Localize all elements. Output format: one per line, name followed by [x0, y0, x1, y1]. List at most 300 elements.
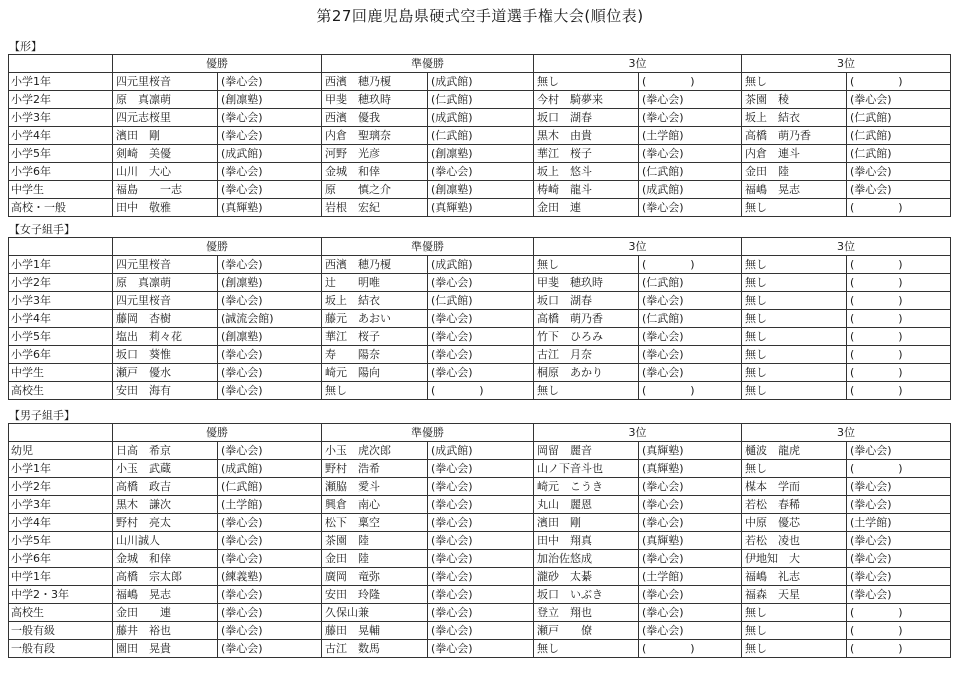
- dojo-affiliation: (拳心会): [218, 514, 322, 532]
- dojo-affiliation: (仁武館): [639, 310, 742, 328]
- category-cell: 中学生: [9, 364, 113, 382]
- table-row: [9, 532, 951, 550]
- competitor-name: 内倉 聖璃奈: [322, 127, 428, 145]
- dojo-affiliation: (創凛塾): [218, 328, 322, 346]
- competitor-name: 無し: [534, 256, 639, 274]
- rank-header: 優勝: [113, 238, 322, 256]
- dojo-affiliation: ( ): [847, 199, 951, 217]
- table-row: [9, 328, 951, 346]
- competitor-name: 山ノ下音斗也: [534, 460, 639, 478]
- rank-header: 準優勝: [322, 238, 534, 256]
- competitor-name: 無し: [742, 460, 847, 478]
- table-row: [9, 346, 951, 364]
- dojo-affiliation: (真輝塾): [639, 442, 742, 460]
- competitor-name: 若松 春稀: [742, 496, 847, 514]
- dojo-affiliation: (創凛塾): [428, 181, 534, 199]
- rank-header: 準優勝: [322, 55, 534, 73]
- competitor-name: 無し: [742, 73, 847, 91]
- dojo-affiliation: (土学館): [639, 568, 742, 586]
- category-cell: 小学6年: [9, 550, 113, 568]
- competitor-name: 無し: [742, 256, 847, 274]
- dojo-affiliation: (拳心会): [218, 73, 322, 91]
- rank-header: 優勝: [113, 424, 322, 442]
- competitor-name: 小玉 武蔵: [113, 460, 218, 478]
- competitor-name: 日高 希京: [113, 442, 218, 460]
- header-blank-cell: [9, 424, 113, 442]
- competitor-name: 園田 晃貴: [113, 640, 218, 658]
- competitor-name: 伊地知 大: [742, 550, 847, 568]
- dojo-affiliation: (拳心会): [218, 163, 322, 181]
- dojo-affiliation: (仁武館): [218, 478, 322, 496]
- competitor-name: 四元里桜音: [113, 292, 218, 310]
- competitor-name: 無し: [742, 292, 847, 310]
- category-cell: 小学6年: [9, 346, 113, 364]
- dojo-affiliation: ( ): [847, 346, 951, 364]
- dojo-affiliation: (真輝塾): [639, 532, 742, 550]
- table-row: [9, 73, 951, 91]
- competitor-name: 山川 大心: [113, 163, 218, 181]
- competitor-name: 崎元 こうき: [534, 478, 639, 496]
- dojo-affiliation: (仁武館): [639, 274, 742, 292]
- competitor-name: 黒木 謙次: [113, 496, 218, 514]
- competitor-name: 無し: [742, 382, 847, 400]
- table-row: [9, 496, 951, 514]
- table-row: [9, 442, 951, 460]
- dojo-affiliation: (拳心会): [218, 364, 322, 382]
- dojo-affiliation: (練義塾): [218, 568, 322, 586]
- section-label: 【男子組手】: [9, 409, 75, 422]
- page-title: 第27回鹿児島県硬式空手道選手権大会(順位表): [316, 7, 644, 25]
- table-row: [9, 199, 951, 217]
- category-cell: 一般有級: [9, 622, 113, 640]
- dojo-affiliation: (成武館): [639, 181, 742, 199]
- dojo-affiliation: (仁武館): [847, 109, 951, 127]
- dojo-affiliation: (拳心会): [218, 586, 322, 604]
- dojo-affiliation: (拳心会): [218, 442, 322, 460]
- table-row: [9, 274, 951, 292]
- competitor-name: 安田 玲隆: [322, 586, 428, 604]
- competitor-name: 寿 陽奈: [322, 346, 428, 364]
- dojo-affiliation: (拳心会): [639, 328, 742, 346]
- table-row: [9, 382, 951, 400]
- dojo-affiliation: ( ): [847, 292, 951, 310]
- competitor-name: 藤田 晃輔: [322, 622, 428, 640]
- dojo-affiliation: (拳心会): [639, 514, 742, 532]
- dojo-affiliation: (拳心会): [847, 586, 951, 604]
- dojo-affiliation: (拳心会): [218, 109, 322, 127]
- competitor-name: 興倉 南心: [322, 496, 428, 514]
- competitor-name: 桐原 あかり: [534, 364, 639, 382]
- dojo-affiliation: (拳心会): [639, 550, 742, 568]
- competitor-name: 金城 和倖: [322, 163, 428, 181]
- dojo-affiliation: (拳心会): [847, 478, 951, 496]
- dojo-affiliation: (拳心会): [428, 460, 534, 478]
- dojo-affiliation: (拳心会): [428, 568, 534, 586]
- competitor-name: 甲斐 穂玖時: [534, 274, 639, 292]
- competitor-name: 古江 月奈: [534, 346, 639, 364]
- dojo-affiliation: (拳心会): [639, 622, 742, 640]
- rank-header: 優勝: [113, 55, 322, 73]
- dojo-affiliation: (拳心会): [218, 532, 322, 550]
- dojo-affiliation: ( ): [847, 73, 951, 91]
- competitor-name: 西濱 優我: [322, 109, 428, 127]
- dojo-affiliation: (拳心会): [218, 256, 322, 274]
- dojo-affiliation: (拳心会): [218, 640, 322, 658]
- dojo-affiliation: (成武館): [218, 145, 322, 163]
- competitor-name: 無し: [534, 640, 639, 658]
- competitor-name: 坂口 いぶき: [534, 586, 639, 604]
- competitor-name: 無し: [742, 274, 847, 292]
- dojo-affiliation: (拳心会): [428, 514, 534, 532]
- competitor-name: 金城 和倖: [113, 550, 218, 568]
- competitor-name: 坂口 葵惟: [113, 346, 218, 364]
- competitor-name: 中原 優芯: [742, 514, 847, 532]
- dojo-affiliation: (創凛塾): [218, 274, 322, 292]
- dojo-affiliation: (仁武館): [428, 127, 534, 145]
- category-cell: 中学2・3年: [9, 586, 113, 604]
- competitor-name: 無し: [742, 310, 847, 328]
- dojo-affiliation: (土学館): [218, 496, 322, 514]
- category-cell: 小学6年: [9, 163, 113, 181]
- section-label: 【女子組手】: [9, 223, 75, 236]
- competitor-name: 無し: [742, 622, 847, 640]
- rank-header: 3位: [742, 55, 951, 73]
- table-row: [9, 109, 951, 127]
- dojo-affiliation: (仁武館): [428, 91, 534, 109]
- competitor-name: 藤岡 杏樹: [113, 310, 218, 328]
- category-cell: 高校生: [9, 604, 113, 622]
- competitor-name: 黒木 由貴: [534, 127, 639, 145]
- header-row: [9, 424, 951, 442]
- competitor-name: 無し: [534, 382, 639, 400]
- competitor-name: 松下 稟空: [322, 514, 428, 532]
- dojo-affiliation: (拳心会): [218, 346, 322, 364]
- competitor-name: 藤元 あおい: [322, 310, 428, 328]
- category-cell: 一般有段: [9, 640, 113, 658]
- dojo-affiliation: (創凛塾): [428, 145, 534, 163]
- dojo-affiliation: (拳心会): [847, 163, 951, 181]
- category-cell: 小学1年: [9, 460, 113, 478]
- competitor-name: 河野 光彦: [322, 145, 428, 163]
- table-row: [9, 640, 951, 658]
- competitor-name: 今村 騎夢来: [534, 91, 639, 109]
- table-row: [9, 568, 951, 586]
- table-row: [9, 514, 951, 532]
- dojo-affiliation: (拳心会): [639, 364, 742, 382]
- dojo-affiliation: (拳心会): [639, 496, 742, 514]
- dojo-affiliation: (土学館): [639, 127, 742, 145]
- rank-header: 準優勝: [322, 424, 534, 442]
- competitor-name: 瀬戸 僚: [534, 622, 639, 640]
- competitor-name: 西濱 穂乃榎: [322, 256, 428, 274]
- dojo-affiliation: (拳心会): [639, 109, 742, 127]
- dojo-affiliation: (拳心会): [218, 181, 322, 199]
- dojo-affiliation: (土学館): [847, 514, 951, 532]
- competitor-name: 瀬脇 愛斗: [322, 478, 428, 496]
- competitor-name: 金田 陸: [322, 550, 428, 568]
- competitor-name: 坂上 結衣: [322, 292, 428, 310]
- dojo-affiliation: (拳心会): [218, 604, 322, 622]
- dojo-affiliation: (拳心会): [428, 586, 534, 604]
- dojo-affiliation: ( ): [639, 640, 742, 658]
- results-table: [8, 237, 951, 400]
- competitor-name: 古江 数馬: [322, 640, 428, 658]
- dojo-affiliation: (拳心会): [639, 199, 742, 217]
- table-row: [9, 127, 951, 145]
- competitor-name: 加治佐悠成: [534, 550, 639, 568]
- competitor-name: 高橋 萌乃香: [534, 310, 639, 328]
- dojo-affiliation: (拳心会): [639, 478, 742, 496]
- dojo-affiliation: (拳心会): [639, 292, 742, 310]
- competitor-name: 若松 凌也: [742, 532, 847, 550]
- header-blank-cell: [9, 238, 113, 256]
- dojo-affiliation: (拳心会): [428, 496, 534, 514]
- dojo-affiliation: (真輝塾): [428, 199, 534, 217]
- dojo-affiliation: (仁武館): [847, 145, 951, 163]
- dojo-affiliation: (成武館): [428, 442, 534, 460]
- category-cell: 高校生: [9, 382, 113, 400]
- dojo-affiliation: ( ): [847, 364, 951, 382]
- dojo-affiliation: ( ): [639, 73, 742, 91]
- table-row: [9, 550, 951, 568]
- competitor-name: 樋波 龍虎: [742, 442, 847, 460]
- competitor-name: 安田 海有: [113, 382, 218, 400]
- category-cell: 小学3年: [9, 109, 113, 127]
- dojo-affiliation: ( ): [847, 640, 951, 658]
- dojo-affiliation: (成武館): [428, 73, 534, 91]
- dojo-affiliation: (成武館): [218, 460, 322, 478]
- dojo-affiliation: (成武館): [428, 256, 534, 274]
- competitor-name: 坂口 湖春: [534, 292, 639, 310]
- competitor-name: 崎元 陽向: [322, 364, 428, 382]
- competitor-name: 山川誠人: [113, 532, 218, 550]
- competitor-name: 辻 明唯: [322, 274, 428, 292]
- category-cell: 中学1年: [9, 568, 113, 586]
- dojo-affiliation: (拳心会): [847, 532, 951, 550]
- dojo-affiliation: (拳心会): [218, 127, 322, 145]
- table-row: [9, 364, 951, 382]
- competitor-name: 濱田 剛: [113, 127, 218, 145]
- dojo-affiliation: ( ): [847, 310, 951, 328]
- competitor-name: 華江 桜子: [534, 145, 639, 163]
- dojo-affiliation: (拳心会): [847, 91, 951, 109]
- dojo-affiliation: (仁武館): [428, 292, 534, 310]
- rank-header: 3位: [534, 424, 742, 442]
- dojo-affiliation: (誠流会館): [218, 310, 322, 328]
- dojo-affiliation: ( ): [847, 622, 951, 640]
- competitor-name: 高橋 政吉: [113, 478, 218, 496]
- category-cell: 小学2年: [9, 274, 113, 292]
- table-row: [9, 181, 951, 199]
- competitor-name: 無し: [742, 346, 847, 364]
- competitor-name: 坂上 悠斗: [534, 163, 639, 181]
- dojo-affiliation: ( ): [428, 382, 534, 400]
- table-row: [9, 478, 951, 496]
- dojo-affiliation: (拳心会): [428, 364, 534, 382]
- dojo-affiliation: (拳心会): [639, 145, 742, 163]
- dojo-affiliation: (拳心会): [428, 604, 534, 622]
- competitor-name: 梼崎 龍斗: [534, 181, 639, 199]
- category-cell: 高校・一般: [9, 199, 113, 217]
- competitor-name: 高橋 宗太郎: [113, 568, 218, 586]
- dojo-affiliation: (創凛塾): [218, 91, 322, 109]
- category-cell: 小学5年: [9, 328, 113, 346]
- dojo-affiliation: (拳心会): [428, 328, 534, 346]
- category-cell: 小学1年: [9, 73, 113, 91]
- category-cell: 小学4年: [9, 127, 113, 145]
- competitor-name: 四元里桜音: [113, 73, 218, 91]
- dojo-affiliation: (拳心会): [218, 622, 322, 640]
- dojo-affiliation: (拳心会): [428, 310, 534, 328]
- dojo-affiliation: (拳心会): [428, 532, 534, 550]
- dojo-affiliation: ( ): [639, 256, 742, 274]
- category-cell: 小学5年: [9, 532, 113, 550]
- competitor-name: 楳本 学而: [742, 478, 847, 496]
- dojo-affiliation: (真輝塾): [218, 199, 322, 217]
- competitor-name: 茶園 陸: [322, 532, 428, 550]
- competitor-name: 内倉 連斗: [742, 145, 847, 163]
- competitor-name: 原 慎之介: [322, 181, 428, 199]
- competitor-name: 福島 一志: [113, 181, 218, 199]
- competitor-name: 無し: [742, 604, 847, 622]
- competitor-name: 無し: [742, 640, 847, 658]
- category-cell: 幼児: [9, 442, 113, 460]
- competitor-name: 坂上 結衣: [742, 109, 847, 127]
- competitor-name: 福森 天星: [742, 586, 847, 604]
- results-table: [8, 423, 951, 658]
- competitor-name: 福嶋 晃志: [113, 586, 218, 604]
- category-cell: 小学5年: [9, 145, 113, 163]
- competitor-name: 野村 浩希: [322, 460, 428, 478]
- table-row: [9, 604, 951, 622]
- competitor-name: 無し: [322, 382, 428, 400]
- results-table: [8, 54, 951, 217]
- competitor-name: 濱田 剛: [534, 514, 639, 532]
- table-row: [9, 163, 951, 181]
- dojo-affiliation: (成武館): [428, 109, 534, 127]
- competitor-name: 四元里桜音: [113, 256, 218, 274]
- dojo-affiliation: ( ): [847, 604, 951, 622]
- dojo-affiliation: ( ): [847, 274, 951, 292]
- competitor-name: 廣岡 竜弥: [322, 568, 428, 586]
- dojo-affiliation: (仁武館): [847, 127, 951, 145]
- competitor-name: 福嶋 晃志: [742, 181, 847, 199]
- dojo-affiliation: (拳心会): [639, 586, 742, 604]
- rank-header: 3位: [742, 238, 951, 256]
- dojo-affiliation: (拳心会): [428, 274, 534, 292]
- category-cell: 小学2年: [9, 478, 113, 496]
- competitor-name: 瀬戸 優水: [113, 364, 218, 382]
- competitor-name: 甲斐 穂玖時: [322, 91, 428, 109]
- dojo-affiliation: (仁武館): [639, 163, 742, 181]
- competitor-name: 無し: [742, 199, 847, 217]
- competitor-name: 丸山 麗恩: [534, 496, 639, 514]
- dojo-affiliation: (拳心会): [428, 550, 534, 568]
- dojo-affiliation: (拳心会): [428, 478, 534, 496]
- competitor-name: 野村 亮太: [113, 514, 218, 532]
- dojo-affiliation: (拳心会): [428, 622, 534, 640]
- dojo-affiliation: (拳心会): [847, 442, 951, 460]
- dojo-affiliation: (拳心会): [847, 181, 951, 199]
- category-cell: 小学1年: [9, 256, 113, 274]
- competitor-name: 藤井 裕也: [113, 622, 218, 640]
- competitor-name: 岡留 麗音: [534, 442, 639, 460]
- dojo-affiliation: (拳心会): [218, 292, 322, 310]
- competitor-name: 西濱 穂乃榎: [322, 73, 428, 91]
- competitor-name: 無し: [742, 364, 847, 382]
- competitor-name: 坂口 湖春: [534, 109, 639, 127]
- competitor-name: 茶園 稜: [742, 91, 847, 109]
- rank-header: 3位: [534, 55, 742, 73]
- category-cell: 小学3年: [9, 496, 113, 514]
- competitor-name: 金田 連: [534, 199, 639, 217]
- table-row: [9, 91, 951, 109]
- competitor-name: 無し: [742, 328, 847, 346]
- competitor-name: 無し: [534, 73, 639, 91]
- dojo-affiliation: (拳心会): [428, 163, 534, 181]
- competitor-name: 金田 陸: [742, 163, 847, 181]
- dojo-affiliation: (拳心会): [428, 346, 534, 364]
- dojo-affiliation: (拳心会): [847, 550, 951, 568]
- competitor-name: 小玉 虎次郎: [322, 442, 428, 460]
- category-cell: 小学4年: [9, 514, 113, 532]
- header-row: [9, 55, 951, 73]
- competitor-name: 剣崎 美優: [113, 145, 218, 163]
- dojo-affiliation: (拳心会): [847, 568, 951, 586]
- competitor-name: 四元志桜里: [113, 109, 218, 127]
- dojo-affiliation: (拳心会): [847, 496, 951, 514]
- competitor-name: 田中 敬雅: [113, 199, 218, 217]
- dojo-affiliation: ( ): [847, 328, 951, 346]
- table-row: [9, 622, 951, 640]
- dojo-affiliation: (拳心会): [218, 550, 322, 568]
- rank-header: 3位: [742, 424, 951, 442]
- dojo-affiliation: (拳心会): [639, 91, 742, 109]
- dojo-affiliation: ( ): [847, 460, 951, 478]
- table-row: [9, 292, 951, 310]
- dojo-affiliation: (拳心会): [639, 604, 742, 622]
- dojo-affiliation: (拳心会): [428, 640, 534, 658]
- dojo-affiliation: (真輝塾): [639, 460, 742, 478]
- competitor-name: 高橋 萌乃香: [742, 127, 847, 145]
- dojo-affiliation: ( ): [847, 256, 951, 274]
- dojo-affiliation: (拳心会): [639, 346, 742, 364]
- competitor-name: 登立 翔也: [534, 604, 639, 622]
- table-row: [9, 256, 951, 274]
- header-blank-cell: [9, 55, 113, 73]
- dojo-affiliation: ( ): [847, 382, 951, 400]
- category-cell: 中学生: [9, 181, 113, 199]
- section-label: 【形】: [9, 40, 42, 53]
- category-cell: 小学4年: [9, 310, 113, 328]
- category-cell: 小学2年: [9, 91, 113, 109]
- competitor-name: 塩出 莉々花: [113, 328, 218, 346]
- competitor-name: 岩根 宏紀: [322, 199, 428, 217]
- competitor-name: 原 真凛萌: [113, 91, 218, 109]
- competitor-name: 華江 桜子: [322, 328, 428, 346]
- rank-header: 3位: [534, 238, 742, 256]
- competitor-name: 田中 翔真: [534, 532, 639, 550]
- table-row: [9, 310, 951, 328]
- header-row: [9, 238, 951, 256]
- competitor-name: 原 真凛萌: [113, 274, 218, 292]
- table-row: [9, 460, 951, 478]
- competitor-name: 金田 連: [113, 604, 218, 622]
- competitor-name: 福嶋 礼志: [742, 568, 847, 586]
- table-row: [9, 586, 951, 604]
- table-row: [9, 145, 951, 163]
- dojo-affiliation: (拳心会): [218, 382, 322, 400]
